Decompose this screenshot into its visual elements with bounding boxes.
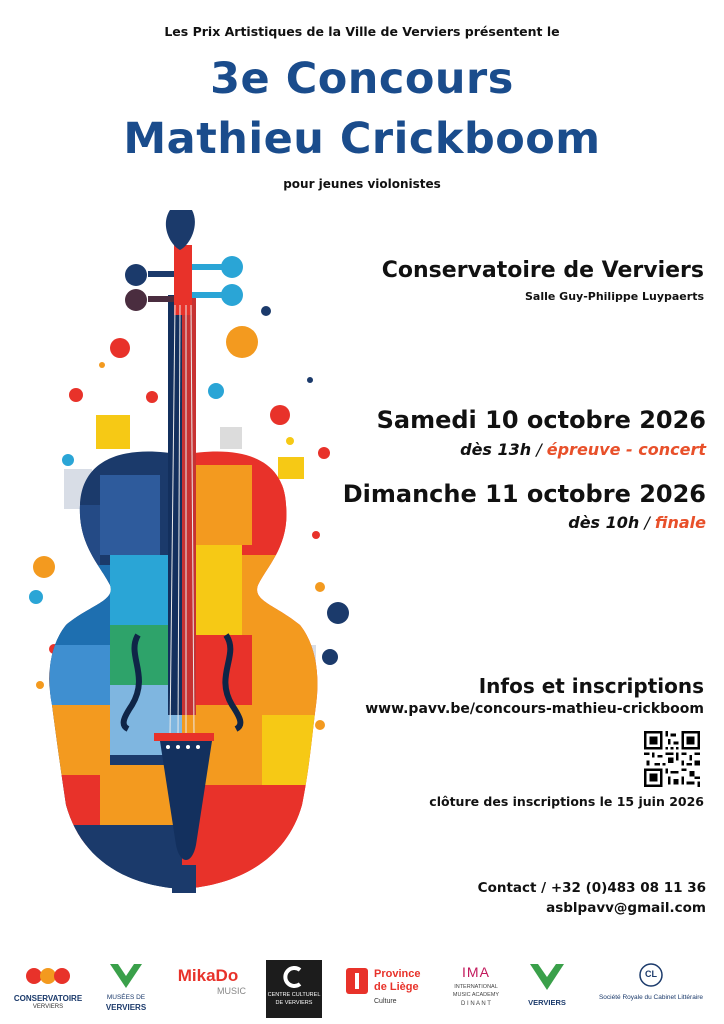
ima-line1: INTERNATIONAL — [454, 984, 498, 990]
province-crest-icon — [346, 968, 370, 996]
contact-phone[interactable]: Contact / +32 (0)483 08 11 36 — [477, 880, 706, 896]
schedule-day-2: Dimanche 11 octobre 2026 — [342, 480, 706, 508]
verviers-name: VERVIERS — [528, 998, 566, 1007]
peg-right-2 — [221, 284, 243, 306]
schedule-separator-2: / — [639, 513, 655, 532]
conservatoire-name: CONSERVATOIRE — [13, 994, 83, 1003]
centre-culturel-c-icon — [266, 964, 322, 990]
province-line2: de Liège — [374, 981, 419, 993]
subtitle: pour jeunes violonistes — [283, 177, 441, 191]
logo-verviers[interactable] — [524, 960, 570, 1018]
qr-code-icon[interactable] — [644, 731, 700, 787]
schedule-time-1: dès 13h — [460, 440, 532, 459]
schedule-event-1: épreuve - concert — [546, 440, 706, 459]
ima-logo-text: IMA — [462, 964, 490, 980]
schedule-time-2: dès 10h — [568, 513, 640, 532]
centre-line1: CENTRE CULTUREL — [267, 992, 321, 998]
endpin — [172, 865, 196, 893]
musees-line1: MUSÉES DE — [106, 994, 146, 1001]
centre-line2: DE VERVIERS — [275, 1000, 313, 1006]
schedule-detail-2 — [568, 513, 706, 532]
province-line1: Province — [374, 968, 421, 980]
title-line-1: 3e Concours — [210, 54, 514, 104]
schedule-day-1: Samedi 10 octobre 2026 — [376, 406, 706, 434]
logo-conservatoire[interactable] — [12, 960, 84, 1018]
contact-email[interactable]: asblpavv@gmail.com — [546, 900, 706, 916]
violin-illustration — [20, 205, 360, 905]
logo-centre-culturel[interactable] — [266, 960, 322, 1018]
registration-heading: Infos et inscriptions — [478, 674, 704, 698]
mikado-sub: MUSIC — [217, 986, 246, 996]
schedule-event-2: finale — [654, 513, 706, 532]
peg-left-1 — [125, 264, 147, 286]
ima-line2: MUSIC ACADEMY — [452, 992, 500, 998]
schedule-separator-1: / — [531, 440, 547, 459]
title-line-2: Mathieu Crickboom — [123, 114, 601, 164]
schedule-detail-1 — [460, 440, 706, 459]
registration-url[interactable]: www.pavv.be/concours-mathieu-crickboom — [365, 701, 704, 717]
conservatoire-sub: VERVIERS — [32, 1004, 64, 1010]
societe-name: Société Royale du Cabinet Littéraire — [598, 994, 704, 1001]
pegbox — [174, 245, 192, 315]
province-sub: Culture — [374, 998, 397, 1005]
musees-line2: VERVIERS — [105, 1003, 147, 1012]
logo-societe-royale[interactable] — [588, 960, 714, 1018]
verviers-v-icon — [524, 962, 570, 992]
venue-room: Salle Guy-Philippe Luypaerts — [524, 290, 704, 303]
logo-mikado[interactable] — [166, 960, 250, 1018]
logo-musees[interactable] — [100, 960, 152, 1018]
logo-province-liege[interactable] — [344, 960, 424, 1018]
bridge — [154, 733, 214, 741]
scroll — [166, 210, 195, 250]
venue-name: Conservatoire de Verviers — [381, 258, 704, 283]
conservatoire-emblem-icon — [12, 964, 84, 990]
musees-v-icon — [100, 962, 152, 990]
mikado-name: MikaDo — [177, 966, 239, 985]
ima-line3: D I N A N T — [461, 1001, 491, 1007]
logo-ima[interactable] — [444, 960, 508, 1018]
presenter-line: Les Prix Artistiques de la Ville de Verviers présentent le — [164, 24, 560, 39]
societe-logo-text: CL — [645, 969, 657, 979]
registration-closing-date: clôture des inscriptions le 15 juin 2026 — [429, 794, 704, 809]
peg-left-2 — [125, 289, 147, 311]
peg-right-1 — [221, 256, 243, 278]
